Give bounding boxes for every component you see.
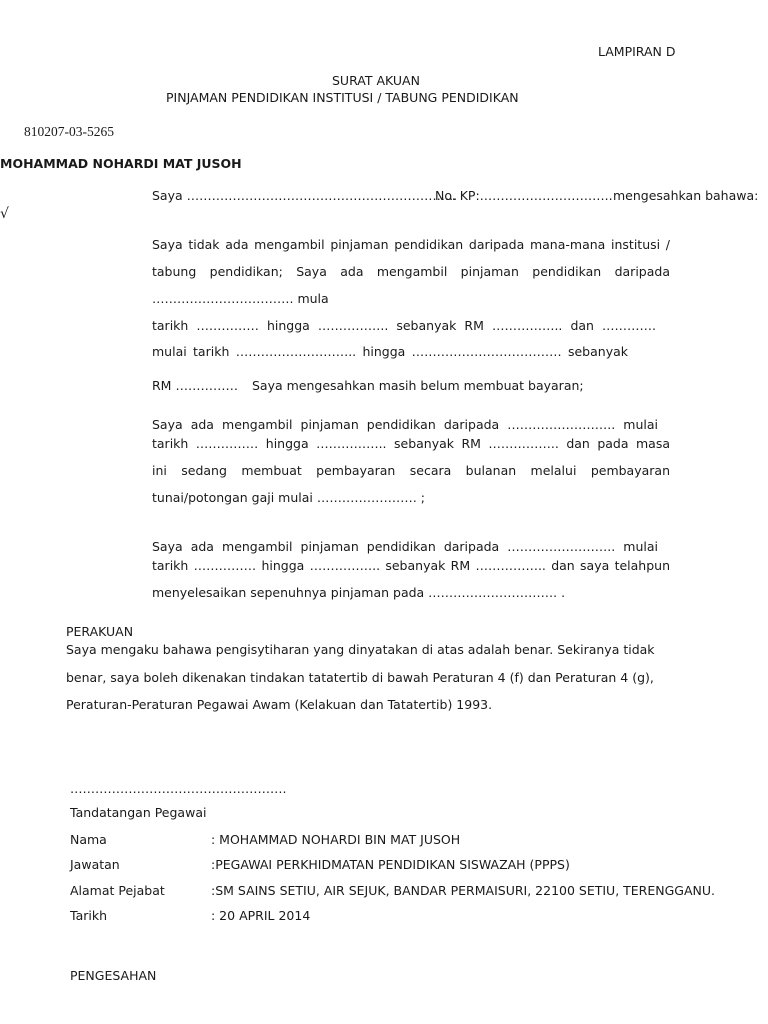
option1-line1: Saya tidak ada mengambil pinjaman pendidikan daripada mana-mana institusi / [152, 237, 670, 252]
signature-line: ……………………………………………. [70, 781, 287, 796]
detail-value-alamat: :SM SAINS SETIU, AIR SEJUK, BANDAR PERMAISURI, 22100 SETIU, TERENGGANU. [211, 883, 716, 898]
detail-label-alamat: Alamat Pejabat [70, 883, 165, 898]
declaration-nokp: No. KP:………………………….. [435, 188, 613, 203]
option1-belum-bayar: Saya mengesahkan masih belum membuat bayaran; [252, 378, 584, 393]
ic-number: 810207-03-5265 [24, 124, 114, 139]
option1-line5: mulai tarikh ……………………….. hingga ……………………………… sebanyak [152, 344, 628, 359]
option1-line2: tabung pendidikan; Saya ada mengambil pinjaman pendidikan daripada [152, 264, 670, 279]
applicant-name: MOHAMMAD NOHARDI MAT JUSOH [0, 156, 242, 171]
declaration-saya: Saya ……………………………………………………….. [152, 188, 458, 203]
checkmark-icon: √ [0, 206, 9, 222]
option2-line1: Saya ada mengambil pinjaman pendidikan daripada …………………….. mulai [152, 417, 658, 432]
doc-title: SURAT AKUAN [332, 73, 420, 88]
perakuan-line3: Peraturan-Peraturan Pegawai Awam (Kelakuan dan Tatatertib) 1993. [66, 697, 493, 712]
option1-rm: RM …………… [152, 378, 238, 393]
option1-line3: ……………………………. mula [152, 291, 329, 306]
option1-line4: tarikh …………… hingga …………….. sebanyak RM …………….. dan …………. [152, 318, 656, 333]
detail-value-jawatan: :PEGAWAI PERKHIDMATAN PENDIDIKAN SISWAZAH (PPPS) [211, 857, 570, 872]
option3-line1: Saya ada mengambil pinjaman pendidikan daripada …………………….. mulai [152, 539, 658, 554]
perakuan-line1: Saya mengaku bahawa pengisytiharan yang dinyatakan di atas adalah benar. Sekiranya tidak [66, 642, 655, 657]
detail-value-nama: : MOHAMMAD NOHARDI BIN MAT JUSOH [211, 832, 461, 847]
option2-line2: tarikh …………… hingga …………….. sebanyak RM …………….. dan pada masa [152, 436, 670, 451]
option2-line4: tunai/potongan gaji mulai …………………… ; [152, 490, 426, 505]
declaration-mengesahkan: mengesahkan bahawa: [613, 188, 759, 203]
detail-label-tarikh: Tarikh [70, 908, 107, 923]
option3-line2: tarikh …………… hingga …………….. sebanyak RM …………….. dan saya telahpun [152, 558, 670, 573]
perakuan-heading: PERAKUAN [66, 624, 134, 639]
detail-value-tarikh: : 20 APRIL 2014 [211, 908, 311, 923]
detail-label-jawatan: Jawatan [70, 857, 120, 872]
pengesahan-heading: PENGESAHAN [70, 968, 157, 983]
lampiran-label: LAMPIRAN D [598, 44, 676, 59]
signature-label: Tandatangan Pegawai [70, 805, 207, 820]
option3-line3: menyelesaikan sepenuhnya pinjaman pada …………………………. . [152, 585, 566, 600]
detail-label-nama: Nama [70, 832, 107, 847]
perakuan-line2: benar, saya boleh dikenakan tindakan tatatertib di bawah Peraturan 4 (f) dan Peraturan 4 (g), [66, 670, 654, 685]
doc-subtitle: PINJAMAN PENDIDIKAN INSTITUSI / TABUNG PENDIDIKAN [166, 90, 519, 105]
option2-line3: ini sedang membuat pembayaran secara bulanan melalui pembayaran [152, 463, 670, 478]
